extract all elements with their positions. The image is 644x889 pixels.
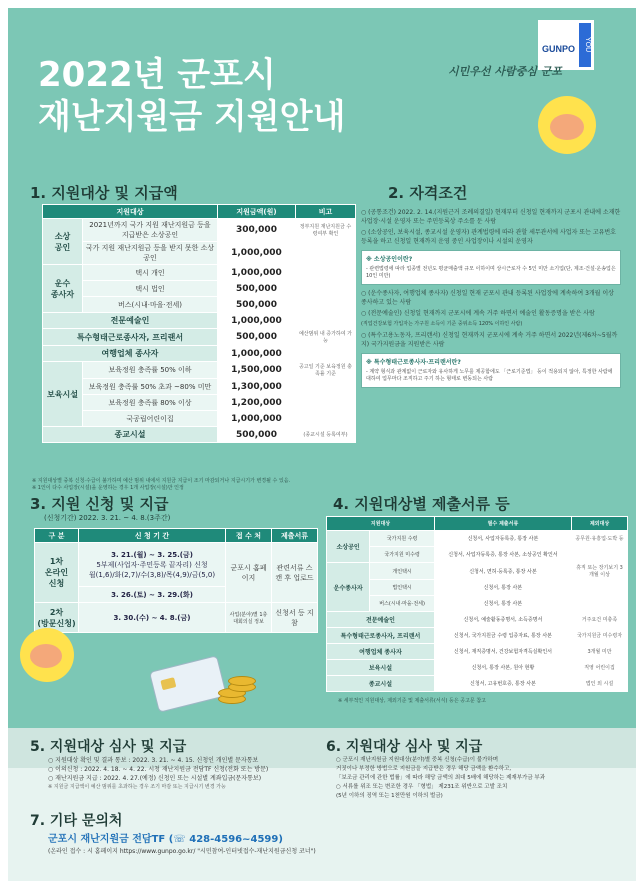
qual-business: ○ (소상공인, 보육시설, 종교시설 운영자) 관계법령에 따라 관할 세무관서에 사업자 또는 고유번호 등록을 하고 신청일 현재까지 운영 중인 사업장이나 시설의 운영자	[361, 229, 616, 245]
support-row	[43, 297, 356, 313]
docs-row	[327, 644, 628, 660]
docs-row	[327, 563, 628, 580]
docs-category: 운수종사자	[327, 563, 370, 612]
support-row	[43, 379, 356, 395]
docs-target: 여행업체 종사자	[327, 644, 435, 660]
apply-period: (신청기간) 2022. 3. 21. ~ 4. 8.(3주간)	[44, 514, 171, 522]
docs-excluded: 법인 외 시설	[572, 676, 628, 692]
support-amount: 500,000	[217, 297, 295, 313]
slogan: 시민우선 사람중심 군포	[448, 65, 562, 78]
th-type: 구 분	[35, 529, 79, 543]
apply-row2-place: 사업(분야)별 1층 대회의실 정보	[226, 603, 272, 633]
support-amount: 1,200,000	[217, 395, 295, 411]
section5-text	[48, 756, 328, 792]
support-target: 특수형태근로종사자, 프리랜서	[43, 329, 218, 346]
docs-subtarget: 버스(시내·마을·전세)	[370, 596, 435, 612]
support-note	[295, 313, 355, 329]
qual-artist-note: (직업건강보험 가입자는 가구원 소득이 기준 중위소득 120% 이하인 사람)	[361, 321, 523, 327]
support-subtarget: 2021년까지 국가 지원 재난지원금 등을 지급받은 소상공인	[83, 219, 218, 242]
support-note	[295, 281, 355, 297]
th4-target: 지원대상	[327, 517, 435, 531]
freelancer-box-body: - 계약 형식과 관계없이 근로자와 유사하게 노무를 제공함에도 「근로기준법」 등이 적용되지 않아, 특정한 사람에 대하여 업무마다 조직하고 주기 하는 형태로 변동되는 사람	[366, 369, 613, 382]
section4-heading: 4. 지원대상별 제출서류 등	[333, 495, 510, 513]
support-note	[295, 411, 355, 427]
section3-heading: 3. 지원 신청 및 지급	[30, 495, 169, 513]
apply-row1-period2: 3. 26.(토) ~ 3. 29.(화)	[79, 587, 226, 603]
docs-excluded: 직영 어린이집	[572, 660, 628, 676]
title-line2: 재난지원금 지원안내	[38, 97, 346, 137]
support-amount: 500,000	[217, 281, 295, 297]
s6-line2: 거짓이나 부정한 방법으로 지원금을 지급받은 경우 해당 금액을 환수하고,	[336, 766, 512, 772]
support-subtarget: 국공립어린이집	[83, 411, 218, 427]
qualification-text	[361, 208, 621, 392]
docs-row	[327, 596, 628, 612]
docs-excluded	[572, 547, 628, 563]
docs-required: 신청서, 사업자등록증, 통장 사본	[434, 531, 571, 547]
support-row	[43, 281, 356, 297]
support-note: 정부지원 재난지원금 수령여부 확인	[295, 219, 355, 242]
support-row	[43, 329, 356, 346]
docs-excluded	[572, 580, 628, 596]
docs-required: 신청서, 재직증명서, 건강보험자격득실확인서	[434, 644, 571, 660]
docs-row	[327, 676, 628, 692]
docs-subtarget: 법인택시	[370, 580, 435, 596]
docs-target: 보육시설	[327, 660, 435, 676]
docs-excluded: 공무원·유흥업·도박 등	[572, 531, 628, 547]
support-amount: 500,000	[217, 427, 295, 443]
s6-line5: (5년 이하의 징역 또는 1천만원 이하의 벌금)	[336, 793, 443, 799]
support-target: 종교시설	[43, 427, 218, 443]
s5-line4: ※ 지원금 지급액이 예산 범위를 초과하는 경우 조기 마감 또는 지급시기 변경 가능	[48, 784, 226, 790]
apply-row2-type: 2차 (방문신청)	[35, 603, 79, 633]
th4-docs: 필수 제출서류	[434, 517, 571, 531]
docs-target: 종교시설	[327, 676, 435, 692]
support-amount: 1,000,000	[217, 411, 295, 427]
s5-line2: ○ 이의신청 : 2022. 4. 18. ~ 4. 22. 시청 재난지원금 전담TF 신청(전화 또는 방문)	[48, 766, 269, 773]
support-note: 예산범위 내 증가하여 가능	[295, 329, 355, 346]
support-subtarget: 버스(시내·마을·전세)	[83, 297, 218, 313]
docs-excluded: 3개월 미만	[572, 644, 628, 660]
support-subtarget: 보육정원 충족률 50% 초과 ~80% 미만	[83, 379, 218, 395]
th-period: 신 청 기 간	[79, 529, 226, 543]
support-note	[295, 346, 355, 362]
support-amount: 300,000	[217, 219, 295, 242]
support-subtarget: 보육정원 충족률 80% 이상	[83, 395, 218, 411]
r1-days: 월(1,6)/화(2,7)/수(3,8)/목(4,9)/금(5,0)	[88, 570, 216, 579]
support-amount: 1,000,000	[217, 242, 295, 265]
card-illustration	[149, 655, 227, 713]
support-target: 전문예술인	[43, 313, 218, 329]
support-note	[295, 395, 355, 411]
apply-row1-type: 1차 온라인 신청	[35, 543, 79, 603]
apply-row1-place: 군포시 홈페이지	[226, 543, 272, 603]
apply-table	[34, 528, 318, 633]
r1-date: 3. 21.(월) ~ 3. 25.(금)	[111, 550, 193, 559]
support-note: (종교시설 등록여부)	[295, 427, 355, 443]
support-row	[43, 265, 356, 281]
title-line1: 2022년 군포시	[38, 55, 276, 95]
support-amount: 1,000,000	[217, 313, 295, 329]
docs-row	[327, 612, 628, 628]
docs-subtarget: 국가지원 미수령	[370, 547, 435, 563]
poster	[8, 8, 636, 881]
section6-text	[336, 756, 628, 801]
support-note	[295, 265, 355, 281]
docs-category: 소상공인	[327, 531, 370, 563]
support-note: 공고일 기준 보육정원 충족률 기준	[295, 362, 355, 379]
docs-required: 신청서, 통장 사본	[434, 580, 571, 596]
s6-line4: ○ 서류를 위조 또는 변조한 경우 「형법」 제231조 위반으로 고발 조치	[336, 784, 508, 790]
docs-row	[327, 580, 628, 596]
section4-footnote: ※ 세부적인 지원대상, 제외기준 및 제출서류(서식) 등은 공고문 참고	[338, 698, 486, 704]
th-place: 접 수 처	[226, 529, 272, 543]
support-row	[43, 313, 356, 329]
th-target: 지원대상	[43, 205, 218, 219]
docs-excluded	[572, 596, 628, 612]
apply-row2-period: 3. 30.(수) ~ 4. 8.(금)	[79, 603, 226, 633]
support-category: 운수 종사자	[43, 265, 83, 313]
small-business-box-body: - 관련법령에 따라 업종별 전년도 평균매출액 규모 이하이며 상시근로자 수 5인 미만 소기업(단, 제조·건설·운송업은 10인 미만)	[366, 266, 616, 279]
docs-required: 신청서, 국가지원금 수령 입증자료, 통장 사본	[434, 628, 571, 644]
s6-line1: ○ 군포시 재난지원금 지원대상(분야)별 중복 신청(수급)이 불가하며	[336, 757, 499, 763]
r1-rule: 5부제(사업자·주민등록 끝자리) 신청	[96, 560, 208, 569]
docs-required: 신청서, 면허·등록증, 통장 사본	[434, 563, 571, 580]
apply-row2-docs: 신청서 등 지참	[272, 603, 318, 633]
docs-excluded: 휴직 또는 장기보기 3개월 이상	[572, 563, 628, 580]
apply-row1-docs: 관련서류 스캔 후 업로드	[272, 543, 318, 603]
page-title	[38, 54, 345, 138]
section6-heading: 6. 지원대상 심사 및 지급	[326, 739, 483, 755]
online-apply-link[interactable]: (온라인 접수 : 시 홈페이지 https://www.gunpo.go.kr/ "시민참여-인터넷접수-재난지원금신청 코너")	[48, 848, 316, 855]
contact-phone: 군포시 재난지원금 전담TF (☏ 428-4596~4599)	[48, 834, 283, 845]
docs-required: 신청서, 통장 사본, 원아 현황	[434, 660, 571, 676]
support-row	[43, 427, 356, 443]
s5-line3: ○ 재난지원금 지급 : 2022. 4. 27.(예정) 신청인 또는 시설별 계좌입금(문자통보)	[48, 775, 262, 782]
docs-row	[327, 660, 628, 676]
qual-freelancer: ○ (특수고용노동자, 프리랜서) 신청일 현재까지 군포시에 계속 거주 하면서 2022년(제6차~5월까지) 국가지원금을 지원받은 사람	[361, 332, 618, 348]
support-row	[43, 219, 356, 242]
apply-row1-period	[79, 543, 226, 587]
support-row	[43, 411, 356, 427]
th-note: 비고	[295, 205, 355, 219]
support-amount: 1,500,000	[217, 362, 295, 379]
support-subtarget: 택시 개인	[83, 265, 218, 281]
support-row	[43, 346, 356, 362]
logo-you: YOU	[579, 23, 591, 67]
section2-heading: 2. 자격조건	[388, 184, 468, 202]
support-amount: 1,000,000	[217, 346, 295, 362]
docs-subtarget: 국가지원 수령	[370, 531, 435, 547]
support-category: 소상 공인	[43, 219, 83, 265]
docs-required: 신청서, 통장 사본	[434, 596, 571, 612]
docs-required: 신청서, 고유번호증, 통장 사본	[434, 676, 571, 692]
docs-subtarget: 개인택시	[370, 563, 435, 580]
docs-row	[327, 547, 628, 563]
support-category: 보육시설	[43, 362, 83, 427]
section1-heading: 1. 지원대상 및 지급액	[30, 184, 178, 202]
support-amount: 1,000,000	[217, 265, 295, 281]
coins-illustration	[218, 676, 258, 706]
section7-heading: 7. 기타 문의처	[30, 813, 123, 829]
docs-required: 신청서, 예술활동증명서, 소득증명서	[434, 612, 571, 628]
docs-excluded: 국가지원금 미수령자	[572, 628, 628, 644]
mascot-illustration	[538, 96, 596, 154]
support-amount: 500,000	[217, 329, 295, 346]
small-business-box-title: ※ 소상공인이란?	[366, 256, 413, 263]
support-row	[43, 362, 356, 379]
docs-excluded: 거주요건 미충족	[572, 612, 628, 628]
section1-footnote: ※ 지원대상별 중복 신청·수급이 불가하며 예산 범위 내에서 지원금 지급이 조기 마감되거나 지급시기가 변경될 수 있음. ※ 1인이 다수 사업장(시설)을 운영하는 경우 1개 사업장(시설)만 인정	[32, 478, 291, 491]
qual-common: ○ (공통조건) 2022. 2. 14.(지원근거 조례의결일) 현재부터 신청일 현재까지 군포시 관내에 소재한 사업장·시설 운영자 또는 주민등록상 주소를 둔 사람	[361, 209, 621, 225]
th-amount: 지원금액(원)	[217, 205, 295, 219]
support-table	[42, 204, 356, 443]
docs-row	[327, 628, 628, 644]
support-note	[295, 379, 355, 395]
support-note	[295, 242, 355, 265]
docs-row	[327, 531, 628, 547]
small-business-box	[361, 250, 621, 285]
section5-heading: 5. 지원대상 심사 및 지급	[30, 739, 187, 755]
support-amount: 1,300,000	[217, 379, 295, 395]
docs-required: 신청서, 사업자등록증, 통장 사본, 소상공인 확인서	[434, 547, 571, 563]
qual-transport: ○ (운수종사자, 여행업체 종사자) 신청일 현재 군포시 관내 등록된 사업장에 계속하여 3개월 이상 종사하고 있는 사람	[361, 290, 614, 306]
docs-target: 전문예술인	[327, 612, 435, 628]
s6-line3: 「보조금 관리에 관한 법률」에 따라 해당 금액의 최대 5배에 해당하는 제재부가금 부과	[336, 775, 546, 781]
logo-gunpo: GUNPO	[542, 44, 576, 54]
th-docs: 제출서류	[272, 529, 318, 543]
qual-artist: ○ (전문예술인) 신청일 현재까지 군포시에 계속 거주 하면서 예술인 활동증명을 받은 사람	[361, 310, 595, 317]
support-target: 여행업체 종사자	[43, 346, 218, 362]
support-note	[295, 297, 355, 313]
docs-target: 특수형태근로종사자, 프리랜서	[327, 628, 435, 644]
freelancer-box	[361, 353, 621, 388]
documents-table	[326, 516, 628, 692]
s5-line1: ○ 지원대상 확인 및 결과 통보 : 2022. 3. 21. ~ 4. 15. 신청인 개인별 문자통보	[48, 757, 259, 764]
support-subtarget: 국가 지원 재난지원금 등을 받지 못한 소상공인	[83, 242, 218, 265]
support-subtarget: 보육정원 충족률 50% 이하	[83, 362, 218, 379]
freelancer-box-title: ※ 특수형태근로종사자·프리랜서란?	[366, 359, 461, 366]
mascot-illustration-2	[20, 628, 74, 682]
support-subtarget: 택시 법인	[83, 281, 218, 297]
support-row	[43, 242, 356, 265]
support-row	[43, 395, 356, 411]
th4-excluded: 제외대상	[572, 517, 628, 531]
